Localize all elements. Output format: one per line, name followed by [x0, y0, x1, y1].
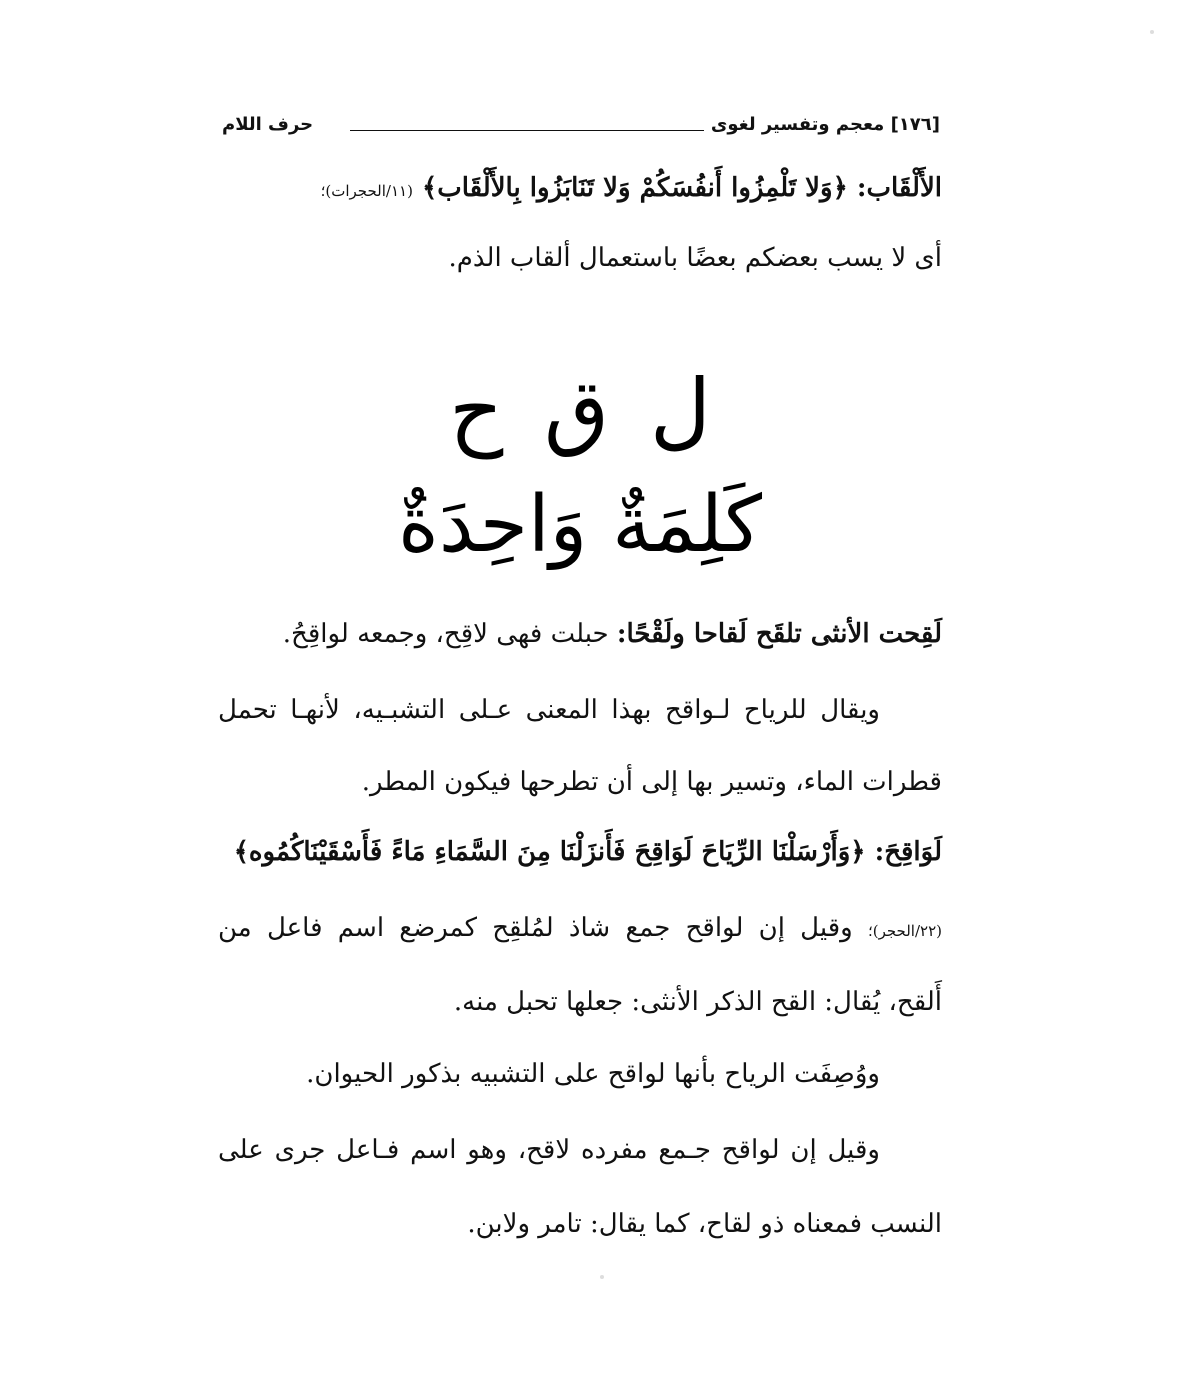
entry-alqab-line: [218, 168, 942, 208]
paragraph-3-line-1: [218, 832, 942, 872]
paragraph-3-line-3: أَلقح، يُقال: القح الذكر الأنثى: جعلها تحبل منه.: [453, 987, 942, 1017]
verse-reference-2: (٢٢/الحجر)؛: [867, 922, 942, 940]
page-number: [١٧٦]: [890, 114, 940, 135]
scan-speck: [600, 1275, 604, 1279]
header-rule: [350, 130, 704, 131]
paragraph-3-term: لَوَاقِحَ:: [874, 837, 942, 867]
scan-speck: [1150, 30, 1154, 34]
entry-explanation: أى لا يسب بعضكم بعضًا باستعمال ألقاب الذم.: [448, 243, 942, 273]
root-heading: ل ق ح: [449, 361, 711, 459]
paragraph-2-line-2: قطرات الماء، وتسير بها إلى أن تطرحها فيكون المطر.: [361, 767, 942, 797]
paragraph-1: [218, 614, 942, 654]
paragraph-3-line-2: [218, 908, 942, 948]
paragraph-5-line-1: وقيل إن لواقح جـمع مفرده لاقح، وهو اسم فـاعل جرى على: [218, 1135, 880, 1165]
book-title: معجم وتفسير لغوى: [710, 114, 885, 135]
paragraph-3-line-2-text: وقيل إن لواقح جمع شاذ لمُلقِح كمرضع اسم فاعل من: [218, 913, 853, 943]
entry-term: الأَلْقَاب:: [856, 173, 942, 203]
chapter-title: حرف اللام: [222, 114, 314, 135]
paragraph-2-line-1: ويقال للرياح لـواقح بهذا المعنى عـلى التشبـيه، لأنهـا تحمل: [218, 695, 880, 725]
paragraph-4: ووُصِفَت الرياح بأنها لواقح على التشبيه بذكور الحيوان.: [306, 1059, 880, 1089]
page-header-title: [711, 114, 940, 135]
paragraph-5-line-2: النسب فمعناه ذو لقاح، كما يقال: تامر ولابن.: [467, 1209, 942, 1239]
quran-verse-2: ﴿وَأَرْسَلْنَا الرِّيَاحَ لَوَاقِحَ فَأَنزَلْنَا مِنَ السَّمَاءِ مَاءً فَأَسْقَيْنَاكُمُوه﴾: [233, 837, 866, 867]
paragraph-1-term: لَقِحت الأنثى تلقَح لَقاحا ولَقْحًا:: [616, 619, 942, 649]
paragraph-1-text: حبلت فهى لاقِح، وجمعه لواقِحُ.: [282, 619, 609, 649]
verse-reference: (١١/الحجرات)؛: [320, 182, 413, 200]
running-header: [222, 110, 940, 144]
quran-verse: ﴿وَلا تَلْمِزُوا أَنفُسَكُمْ وَلا تَنَابَزُوا بِالأَلْقَاب﴾: [422, 173, 848, 203]
section-subtitle: كَلِمَةٌ وَاحِدَةٌ: [397, 480, 763, 570]
